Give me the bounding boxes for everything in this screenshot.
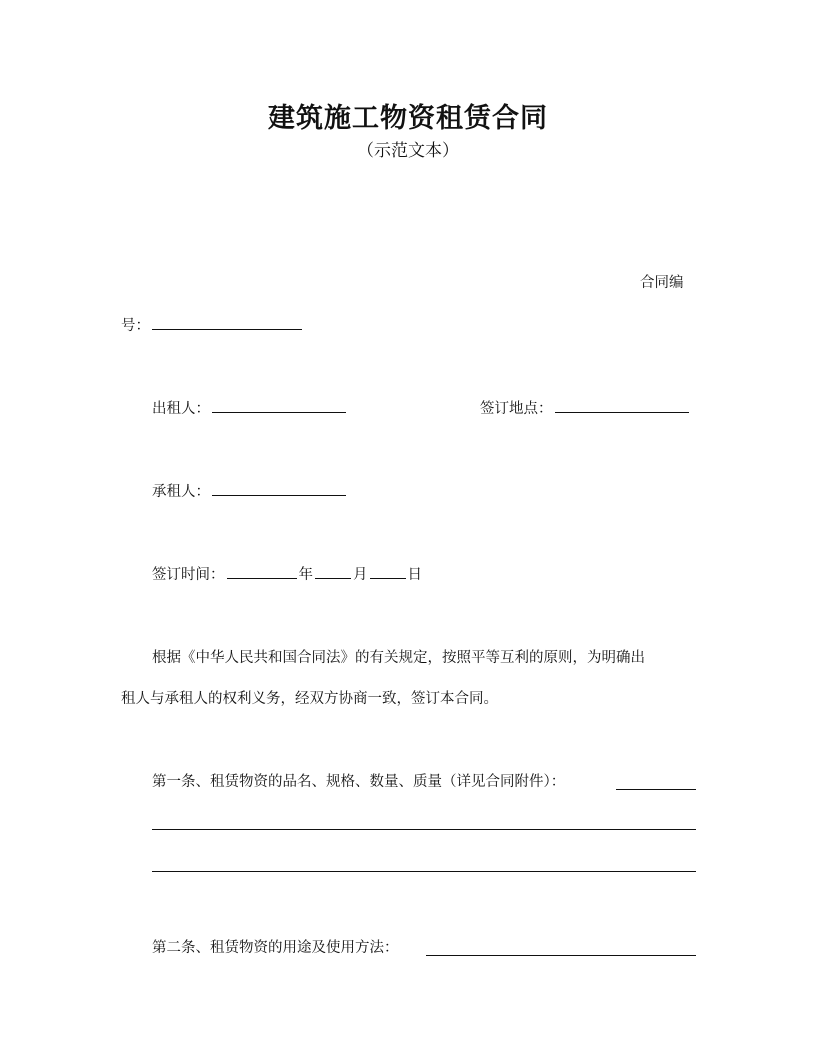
document-subtitle: （示范文本） — [357, 141, 459, 161]
day-label: 日 — [407, 567, 422, 583]
sign-place-field[interactable] — [555, 411, 689, 413]
contract-number-label-part1: 合同编 — [640, 275, 684, 291]
sign-place-label: 签订地点： — [480, 401, 553, 417]
sign-time-label: 签订时间： — [152, 567, 225, 583]
lessee-label: 承租人： — [152, 484, 210, 500]
preamble-line-2: 租人与承租人的权利义务，经双方协商一致，签订本合同。 — [121, 691, 498, 707]
sign-time-row — [152, 565, 422, 585]
document-title: 建筑施工物资租赁合同 — [268, 103, 548, 134]
lessor-field[interactable] — [212, 411, 346, 413]
sign-place-row — [480, 399, 691, 419]
article-1-field-line-3[interactable] — [152, 871, 696, 872]
article-1-heading: 第一条、租赁物资的品名、规格、数量、质量（详见合同附件）： — [152, 774, 566, 790]
preamble-line-1: 根据《中华人民共和国合同法》的有关规定，按照平等互利的原则，为明确出 — [152, 650, 645, 666]
article-1-field-line-2[interactable] — [152, 829, 696, 830]
contract-number-label-part2: 号： — [121, 318, 150, 334]
article-2-heading: 第二条、租赁物资的用途及使用方法： — [152, 940, 399, 956]
article-2-field-line[interactable] — [426, 955, 696, 956]
article-1-field-line-1[interactable] — [616, 789, 696, 790]
month-label: 月 — [353, 567, 368, 583]
year-label: 年 — [298, 567, 313, 583]
lessee-field[interactable] — [212, 494, 346, 496]
sign-day-field[interactable] — [370, 577, 406, 579]
contract-number-row — [121, 316, 304, 336]
sign-year-field[interactable] — [227, 577, 297, 579]
lessor-label: 出租人： — [152, 401, 210, 417]
contract-number-field[interactable] — [152, 328, 302, 330]
sign-month-field[interactable] — [315, 577, 351, 579]
lessee-row — [152, 482, 348, 502]
lessor-row — [152, 399, 348, 419]
